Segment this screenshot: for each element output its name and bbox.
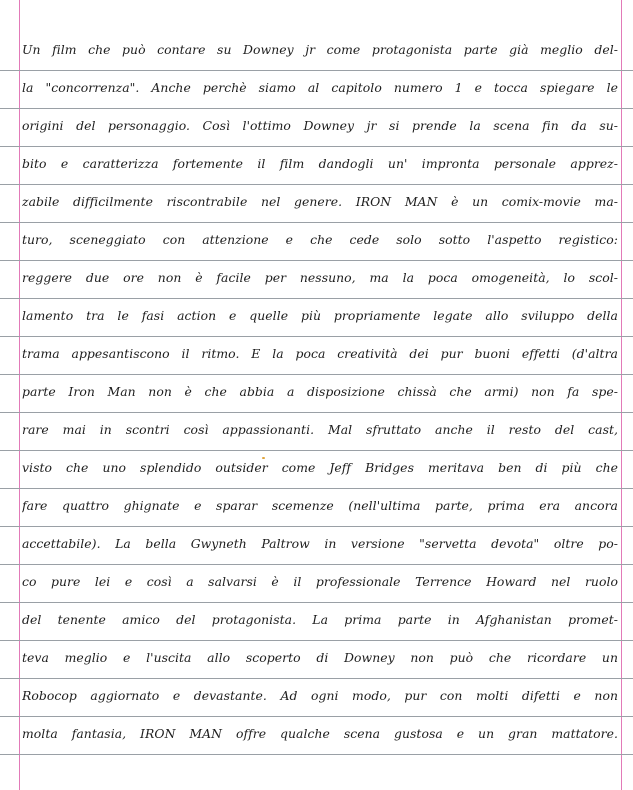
text-line-6: turo, sceneggiato con attenzione e che cede solo sotto l'aspetto registico: <box>22 232 618 247</box>
text-line-13: fare quattro ghignate e sparar scemenze (nell'ultima parte, prima era ancora <box>22 498 618 513</box>
text-line-15: co pure lei e così a salvarsi è il professionale Terrence Howard nel ruolo <box>22 574 618 589</box>
text-line-8: lamento tra le fasi action e quelle più propriamente legate allo sviluppo della <box>22 308 618 323</box>
ink-speck <box>262 457 265 459</box>
ruled-line <box>0 222 633 223</box>
text-line-16: del tenente amico del protagonista. La prima parte in Afghanistan promet- <box>22 612 618 627</box>
text-line-4: bito e caratterizza fortemente il film dandogli un' impronta personale apprez- <box>22 156 618 171</box>
text-line-1: Un film che può contare su Downey jr come protagonista parte già meglio del- <box>22 42 618 57</box>
text-line-11: rare mai in scontri così appassionanti. Mal sfruttato anche il resto del cast, <box>22 422 618 437</box>
ruled-line <box>0 108 633 109</box>
text-line-12: visto che uno splendido outsider come Jeff Bridges meritava ben di più che <box>22 460 618 475</box>
text-line-18: Robocop aggiornato e devastante. Ad ogni modo, pur con molti difetti e non <box>22 688 618 703</box>
ruled-line <box>0 412 633 413</box>
text-line-2: la "concorrenza". Anche perchè siamo al capitolo numero 1 e tocca spiegare le <box>22 80 618 95</box>
text-line-3: origini del personaggio. Così l'ottimo Downey jr si prende la scena fin da su- <box>22 118 618 133</box>
text-line-10: parte Iron Man non è che abbia a disposizione chissà che armi) non fa spe- <box>22 384 618 399</box>
ruled-line <box>0 146 633 147</box>
text-line-5: zabile difficilmente riscontrabile nel genere. IRON MAN è un comix-movie ma- <box>22 194 618 209</box>
ruled-line <box>0 678 633 679</box>
ruled-line <box>0 640 633 641</box>
ruled-line <box>0 184 633 185</box>
ruled-line <box>0 602 633 603</box>
ruled-line <box>0 716 633 717</box>
ruled-line <box>0 526 633 527</box>
right-margin-line <box>621 0 622 790</box>
text-line-9: trama appesantiscono il ritmo. E la poca creatività dei pur buoni effetti (d'altra <box>22 346 618 361</box>
ruled-line <box>0 488 633 489</box>
ruled-line <box>0 564 633 565</box>
ruled-line <box>0 298 633 299</box>
ruled-line <box>0 70 633 71</box>
ruled-line <box>0 336 633 337</box>
ruled-line <box>0 754 633 755</box>
text-line-7: reggere due ore non è facile per nessuno, ma la poca omogeneità, lo scol- <box>22 270 618 285</box>
ruled-line <box>0 374 633 375</box>
left-margin-line <box>19 0 20 790</box>
text-line-17: teva meglio e l'uscita allo scoperto di Downey non può che ricordare un <box>22 650 618 665</box>
ruled-line <box>0 450 633 451</box>
ruled-line <box>0 260 633 261</box>
text-line-14: accettabile). La bella Gwyneth Paltrow in versione "servetta devota" oltre po- <box>22 536 618 551</box>
text-line-19: molta fantasia, IRON MAN offre qualche scena gustosa e un gran mattatore. <box>22 726 618 741</box>
